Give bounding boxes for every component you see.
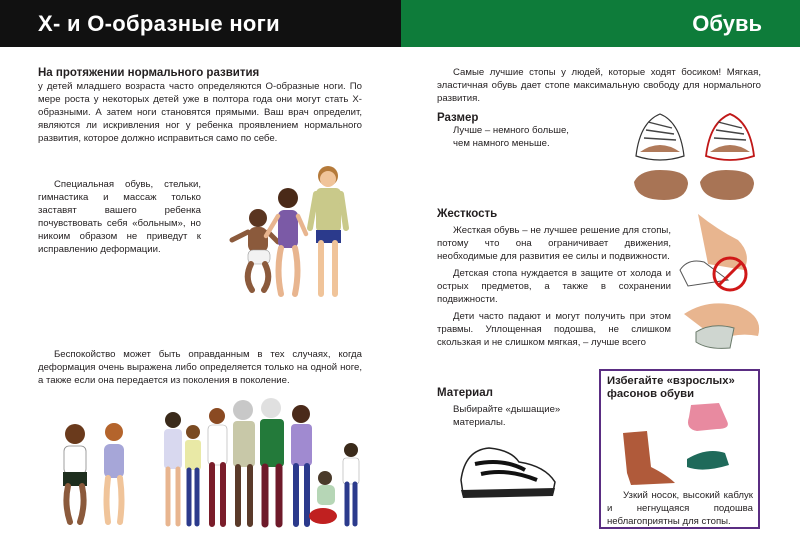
concern-text: Беспокойство может быть оправданным в тех случаях, когда деформация очень выражена либо определяется только на одной ноге, а также если она передается из поколения в поколение.: [38, 349, 362, 386]
material-section: [437, 387, 587, 429]
stiffness-section: [437, 208, 671, 349]
shoe-intro-section: [437, 66, 761, 105]
stiffness-paragraph-3: Дети часто падают и могут получить при этом травмы. Уплощенная подошва, не слишком скользкая и не слишком мягкая, – лучше всего: [437, 311, 671, 348]
material-text: Выбирайте «дышащие» материалы.: [453, 404, 561, 428]
children-pair-illustration: [50, 418, 140, 528]
right-page-title: Обувь: [692, 10, 762, 36]
shoe-size-illustration: [630, 108, 760, 204]
intro-heading: На протяжении нормального развития: [38, 67, 260, 79]
special-shoes-section: [38, 178, 201, 256]
left-page-header: [0, 0, 401, 47]
stiffness-heading: Жесткость: [437, 208, 498, 220]
avoid-adult-shoes-box: [599, 369, 760, 529]
hand-bending-shoe-icon: [678, 210, 768, 360]
avoid-text-wrap: [607, 489, 753, 528]
material-heading: Материал: [437, 387, 493, 399]
children-standing-illustration-icon: [218, 160, 358, 300]
intro-text: у детей младшего возраста часто определяются O-образные ноги. По мере роста у некоторых детей уже в полтора года они могут стать X-образными. А затем ноги становятся прямыми. Ваш врач определит, являются ли искривления ног у ребенка проявлением нормального развития, которое должно исправиться само по себе.: [38, 81, 362, 144]
size-text: Лучше – немного больше, чем намного меньше.: [453, 125, 569, 149]
stiffness-paragraph-1: Жесткая обувь – не лучшее решение для стопы, потому что она ограничивает движения, необходимые для развития ее силы и подвижности.: [437, 225, 671, 262]
avoid-heading: Избегайте «взрослых» фасонов обуви: [607, 375, 735, 400]
family-group-illustration-icon: [155, 392, 365, 530]
avoid-text: Узкий носок, высокий каблук и негнущаяся подошва неблагоприятны для стопы.: [607, 490, 753, 527]
adult-shoes-illustration: [607, 403, 757, 489]
shoe-flex-illustration: [678, 210, 768, 360]
size-section: [437, 112, 587, 150]
sneaker-icon: [455, 440, 560, 500]
laced-shoe-fit-icon: [630, 108, 760, 204]
children-pair-icon: [50, 418, 140, 528]
size-heading: Размер: [437, 112, 479, 124]
concern-section: [38, 348, 362, 387]
avoid-heading-wrap: [607, 375, 752, 401]
family-illustration: [155, 392, 365, 530]
stiffness-paragraph-2: Детская стопа нуждается в защите от холода и острых предметов, а также в сохранении подвижности.: [437, 268, 671, 305]
right-page-header: [401, 0, 800, 47]
children-legs-illustration: [218, 160, 358, 300]
adult-shoes-icon: [607, 403, 757, 489]
shoe-intro-text: Самые лучшие стопы у людей, которые ходят босиком! Мягкая, эластичная обувь дает стопе максимальную свободу для нормального развития.: [437, 67, 761, 104]
sneaker-illustration: [455, 440, 560, 500]
intro-section: [38, 66, 362, 145]
left-page-title: X- и O-образные ноги: [38, 10, 280, 36]
special-shoes-text: Специальная обувь, стельки, гимнастика и массаж только заставят вашего ребенка почувствовать себя «больным», но никоим образом не приведут к исправлению деформации.: [38, 179, 201, 255]
